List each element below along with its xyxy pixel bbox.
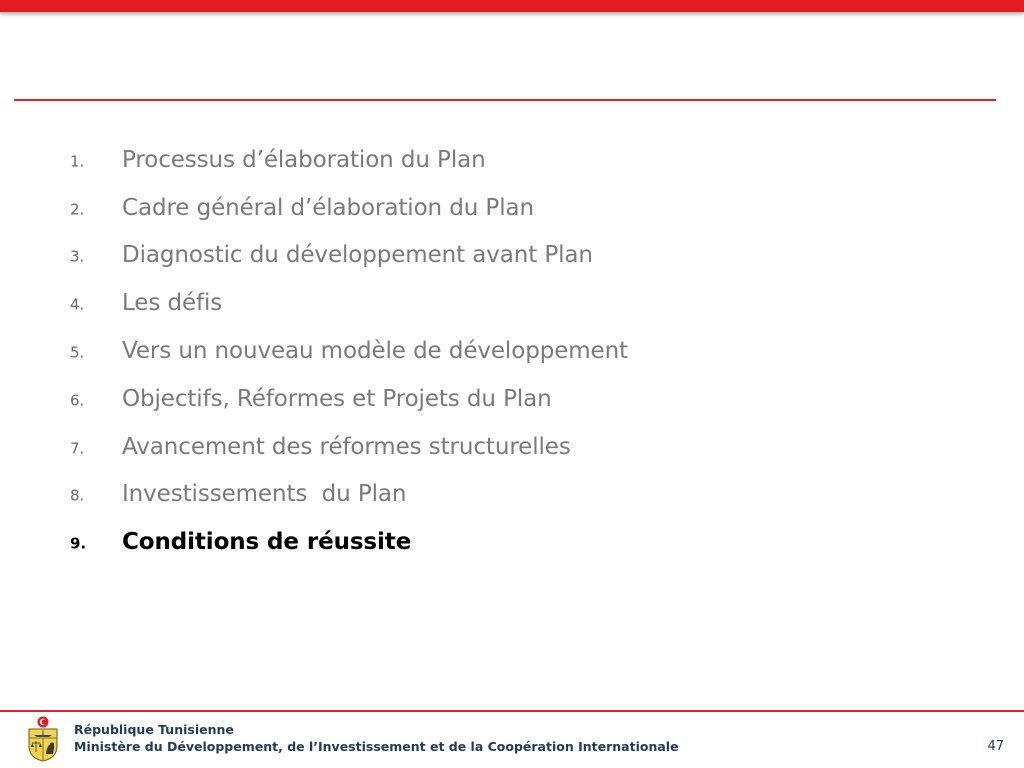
agenda-item: [0, 232, 1024, 280]
agenda-item-number: 1.: [70, 152, 85, 171]
agenda-item: [0, 136, 1024, 184]
agenda-item-label: Processus d’élaboration du Plan: [122, 146, 486, 173]
agenda-item-label: Les défis: [122, 290, 223, 317]
agenda-item-label: Investissements du Plan: [122, 481, 407, 508]
title-divider: [14, 99, 996, 101]
footer-ministry: Ministère du Développement, de l’Investissement et de la Coopération Internationale: [74, 739, 679, 754]
agenda-item: [0, 423, 1024, 471]
agenda-item-number: 9.: [70, 534, 87, 553]
agenda-item: [0, 471, 1024, 519]
agenda-item-label: Objectifs, Réformes et Projets du Plan: [122, 385, 552, 412]
agenda-item-label: Conditions de réussite: [122, 529, 412, 556]
agenda-item-number: 6.: [70, 391, 85, 410]
agenda-item: [0, 327, 1024, 375]
agenda-item-label: Cadre général d’élaboration du Plan: [122, 194, 534, 221]
footer-divider: [0, 710, 1024, 712]
agenda-list: [0, 136, 1024, 566]
agenda-item: [0, 184, 1024, 232]
agenda-item-number: 3.: [70, 247, 85, 266]
agenda-item-number: 8.: [70, 486, 85, 505]
agenda-item-current: [0, 518, 1024, 566]
agenda-item-number: 5.: [70, 343, 85, 362]
agenda-item: [0, 375, 1024, 423]
agenda-item: [0, 279, 1024, 327]
agenda-item-label: Vers un nouveau modèle de développement: [122, 338, 628, 365]
agenda-item-number: 2.: [70, 200, 85, 219]
footer-organization: [74, 721, 679, 755]
footer-country: République Tunisienne: [74, 722, 234, 737]
agenda-item-number: 7.: [70, 439, 85, 458]
tunisia-coat-of-arms-icon: [26, 716, 60, 762]
top-accent-bar: [0, 0, 1024, 12]
agenda-item-label: Avancement des réformes structurelles: [122, 433, 571, 460]
page-number: 47: [987, 739, 1004, 754]
agenda-item-number: 4.: [70, 295, 85, 314]
agenda-item-label: Diagnostic du développement avant Plan: [122, 242, 593, 269]
